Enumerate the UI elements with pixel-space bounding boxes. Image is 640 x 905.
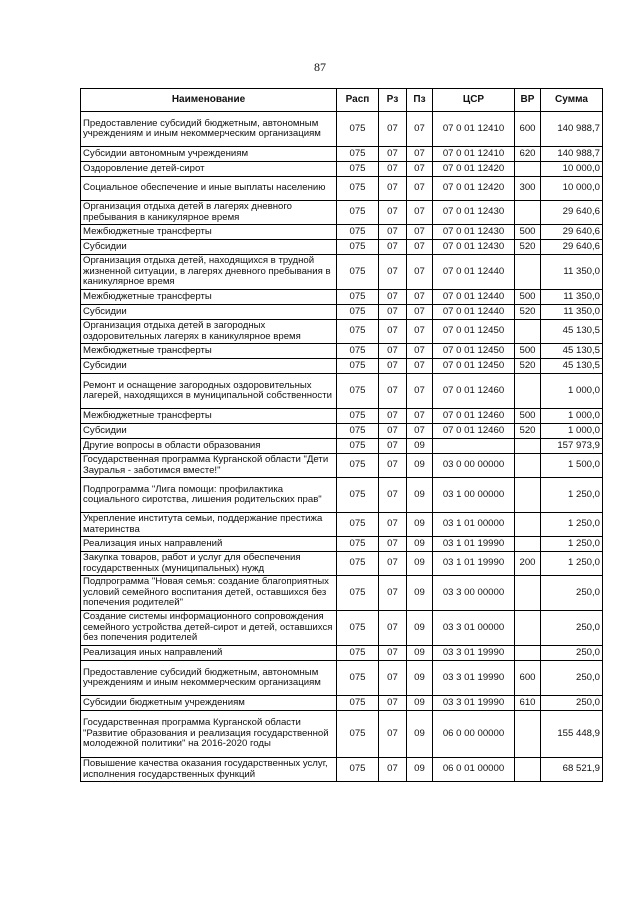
cell-rasp: 075 [337, 696, 379, 711]
cell-name: Субсидии [81, 305, 337, 320]
cell-rz: 07 [379, 576, 407, 611]
cell-sum: 1 250,0 [541, 478, 603, 513]
cell-name: Межбюджетные трансферты [81, 409, 337, 424]
cell-rz: 07 [379, 611, 407, 646]
cell-rz: 07 [379, 409, 407, 424]
cell-rz: 07 [379, 320, 407, 344]
cell-pz: 07 [407, 112, 433, 147]
cell-vr [515, 537, 541, 552]
cell-pz: 09 [407, 711, 433, 758]
cell-sum: 250,0 [541, 696, 603, 711]
table-row [81, 478, 603, 513]
cell-name: Межбюджетные трансферты [81, 290, 337, 305]
cell-sum: 29 640,6 [541, 240, 603, 255]
cell-vr: 520 [515, 359, 541, 374]
cell-csr: 07 0 01 12460 [433, 374, 515, 409]
cell-pz: 09 [407, 439, 433, 454]
cell-pz: 09 [407, 696, 433, 711]
table-header-row [81, 89, 603, 112]
cell-rz: 07 [379, 255, 407, 290]
cell-csr: 03 3 01 19990 [433, 661, 515, 696]
cell-vr: 620 [515, 147, 541, 162]
table-row [81, 112, 603, 147]
table-row [81, 374, 603, 409]
cell-csr: 07 0 01 12440 [433, 255, 515, 290]
cell-sum: 68 521,9 [541, 758, 603, 782]
cell-csr: 03 3 01 19990 [433, 696, 515, 711]
cell-rz: 07 [379, 661, 407, 696]
cell-rasp: 075 [337, 552, 379, 576]
cell-csr: 07 0 01 12460 [433, 424, 515, 439]
cell-csr: 03 1 01 19990 [433, 552, 515, 576]
cell-sum: 155 448,9 [541, 711, 603, 758]
table-row [81, 758, 603, 782]
cell-vr: 610 [515, 696, 541, 711]
cell-rz: 07 [379, 552, 407, 576]
cell-vr [515, 513, 541, 537]
cell-rz: 07 [379, 696, 407, 711]
cell-vr [515, 162, 541, 177]
cell-vr: 200 [515, 552, 541, 576]
cell-rz: 07 [379, 439, 407, 454]
cell-sum: 1 000,0 [541, 374, 603, 409]
cell-name: Организация отдыха детей в лагерях дневного пребывания в каникулярное время [81, 201, 337, 225]
cell-name: Подпрограмма "Лига помощи: профилактика социального сиротства, лишения родительских прав" [81, 478, 337, 513]
cell-name: Оздоровление детей-сирот [81, 162, 337, 177]
table-row [81, 290, 603, 305]
table-row [81, 696, 603, 711]
cell-pz: 09 [407, 611, 433, 646]
header-rasp: Расп [337, 89, 379, 112]
cell-sum: 250,0 [541, 646, 603, 661]
table-row [81, 255, 603, 290]
table-row [81, 711, 603, 758]
cell-pz: 07 [407, 320, 433, 344]
table-row [81, 646, 603, 661]
cell-name: Реализация иных направлений [81, 646, 337, 661]
cell-csr: 07 0 01 12450 [433, 320, 515, 344]
table-row [81, 147, 603, 162]
cell-vr [515, 611, 541, 646]
cell-name: Ремонт и оснащение загородных оздоровительных лагерей, находящихся в муниципальной собственности [81, 374, 337, 409]
cell-vr [515, 320, 541, 344]
cell-csr: 07 0 01 12410 [433, 147, 515, 162]
cell-rz: 07 [379, 711, 407, 758]
cell-pz: 07 [407, 147, 433, 162]
cell-sum: 1 000,0 [541, 409, 603, 424]
cell-name: Субсидии автономным учреждениям [81, 147, 337, 162]
cell-sum: 1 250,0 [541, 537, 603, 552]
header-vr: ВР [515, 89, 541, 112]
cell-pz: 09 [407, 454, 433, 478]
cell-vr [515, 454, 541, 478]
cell-name: Повышение качества оказания государственных услуг, исполнения государственных функций [81, 758, 337, 782]
cell-vr: 500 [515, 225, 541, 240]
cell-pz: 07 [407, 305, 433, 320]
cell-pz: 09 [407, 478, 433, 513]
cell-sum: 11 350,0 [541, 305, 603, 320]
cell-name: Создание системы информационного сопровождения семейного устройства детей-сирот и детей, оставшихся без попечения родителей [81, 611, 337, 646]
cell-vr: 500 [515, 344, 541, 359]
cell-vr [515, 439, 541, 454]
table-row [81, 454, 603, 478]
cell-csr: 03 0 00 00000 [433, 454, 515, 478]
cell-rz: 07 [379, 359, 407, 374]
cell-name: Другие вопросы в области образования [81, 439, 337, 454]
cell-sum: 29 640,6 [541, 201, 603, 225]
cell-vr [515, 201, 541, 225]
header-rz: Рз [379, 89, 407, 112]
cell-csr: 07 0 01 12440 [433, 290, 515, 305]
cell-csr: 03 3 00 00000 [433, 576, 515, 611]
cell-sum: 45 130,5 [541, 344, 603, 359]
cell-name: Субсидии бюджетным учреждениям [81, 696, 337, 711]
cell-rz: 07 [379, 305, 407, 320]
cell-pz: 09 [407, 537, 433, 552]
cell-csr: 07 0 01 12450 [433, 344, 515, 359]
cell-csr: 07 0 01 12430 [433, 201, 515, 225]
cell-vr [515, 374, 541, 409]
cell-name: Субсидии [81, 240, 337, 255]
cell-rz: 07 [379, 758, 407, 782]
cell-name: Субсидии [81, 359, 337, 374]
cell-vr: 520 [515, 305, 541, 320]
cell-name: Предоставление субсидий бюджетным, автономным учреждениям и иным некоммерческим организациям [81, 661, 337, 696]
cell-sum: 250,0 [541, 661, 603, 696]
cell-vr [515, 758, 541, 782]
cell-pz: 07 [407, 359, 433, 374]
cell-csr: 03 3 01 00000 [433, 611, 515, 646]
cell-vr: 500 [515, 290, 541, 305]
cell-rasp: 075 [337, 374, 379, 409]
cell-rz: 07 [379, 344, 407, 359]
cell-name: Организация отдыха детей, находящихся в трудной жизненной ситуации, в лагерях дневного пребывания в каникулярное время [81, 255, 337, 290]
cell-rasp: 075 [337, 147, 379, 162]
cell-name: Предоставление субсидий бюджетным, автономным учреждениям и иным некоммерческим организациям [81, 112, 337, 147]
cell-rz: 07 [379, 201, 407, 225]
cell-rasp: 075 [337, 255, 379, 290]
table-row [81, 305, 603, 320]
cell-sum: 250,0 [541, 576, 603, 611]
cell-rasp: 075 [337, 305, 379, 320]
cell-csr [433, 439, 515, 454]
cell-csr: 06 0 01 00000 [433, 758, 515, 782]
cell-rasp: 075 [337, 454, 379, 478]
table-row [81, 344, 603, 359]
cell-rz: 07 [379, 374, 407, 409]
cell-rasp: 075 [337, 344, 379, 359]
cell-rz: 07 [379, 424, 407, 439]
cell-name: Межбюджетные трансферты [81, 225, 337, 240]
cell-pz: 09 [407, 661, 433, 696]
cell-sum: 10 000,0 [541, 162, 603, 177]
cell-pz: 07 [407, 409, 433, 424]
cell-rz: 07 [379, 162, 407, 177]
table-row [81, 162, 603, 177]
table-row [81, 359, 603, 374]
cell-sum: 157 973,9 [541, 439, 603, 454]
cell-name: Межбюджетные трансферты [81, 344, 337, 359]
cell-vr: 600 [515, 661, 541, 696]
page-number: 87 [314, 60, 326, 74]
cell-rasp: 075 [337, 162, 379, 177]
cell-rasp: 075 [337, 646, 379, 661]
table-row [81, 225, 603, 240]
table-row [81, 576, 603, 611]
cell-sum: 45 130,5 [541, 320, 603, 344]
table-row [81, 552, 603, 576]
cell-rz: 07 [379, 478, 407, 513]
cell-name: Организация отдыха детей в загородных оздоровительных лагерях в каникулярное время [81, 320, 337, 344]
cell-pz: 07 [407, 240, 433, 255]
cell-pz: 09 [407, 513, 433, 537]
cell-name: Государственная программа Курганской области "Развитие образования и реализация государственной молодежной политики" на 2016-2020 годы [81, 711, 337, 758]
cell-pz: 07 [407, 201, 433, 225]
cell-vr [515, 478, 541, 513]
cell-rasp: 075 [337, 424, 379, 439]
cell-csr: 07 0 01 12430 [433, 240, 515, 255]
cell-pz: 07 [407, 374, 433, 409]
cell-rasp: 075 [337, 240, 379, 255]
table-row [81, 409, 603, 424]
header-name: Наименование [81, 89, 337, 112]
cell-rasp: 075 [337, 478, 379, 513]
cell-csr: 07 0 01 12460 [433, 409, 515, 424]
cell-name: Государственная программа Курганской области "Дети Зауралья - заботимся вместе!" [81, 454, 337, 478]
cell-pz: 09 [407, 576, 433, 611]
cell-rz: 07 [379, 290, 407, 305]
cell-sum: 11 350,0 [541, 255, 603, 290]
cell-sum: 11 350,0 [541, 290, 603, 305]
cell-name: Подпрограмма "Новая семья: создание благоприятных условий семейного воспитания детей, оставшихся без попечения родителей" [81, 576, 337, 611]
cell-csr: 07 0 01 12440 [433, 305, 515, 320]
cell-pz: 09 [407, 552, 433, 576]
cell-pz: 07 [407, 177, 433, 201]
cell-rasp: 075 [337, 576, 379, 611]
cell-name: Укрепление института семьи, поддержание престижа материнства [81, 513, 337, 537]
cell-name: Субсидии [81, 424, 337, 439]
cell-rasp: 075 [337, 201, 379, 225]
cell-pz: 07 [407, 290, 433, 305]
cell-csr: 07 0 01 12420 [433, 162, 515, 177]
cell-sum: 10 000,0 [541, 177, 603, 201]
cell-rasp: 075 [337, 513, 379, 537]
header-sum: Сумма [541, 89, 603, 112]
table-row [81, 661, 603, 696]
cell-rasp: 075 [337, 320, 379, 344]
cell-csr: 07 0 01 12420 [433, 177, 515, 201]
cell-vr: 500 [515, 409, 541, 424]
budget-table [80, 88, 603, 782]
cell-pz: 07 [407, 225, 433, 240]
cell-sum: 1 250,0 [541, 552, 603, 576]
cell-sum: 140 988,7 [541, 147, 603, 162]
cell-rasp: 075 [337, 758, 379, 782]
cell-csr: 03 1 01 19990 [433, 537, 515, 552]
cell-sum: 1 250,0 [541, 513, 603, 537]
cell-name: Реализация иных направлений [81, 537, 337, 552]
header-csr: ЦСР [433, 89, 515, 112]
cell-sum: 45 130,5 [541, 359, 603, 374]
table-row [81, 513, 603, 537]
cell-rz: 07 [379, 225, 407, 240]
cell-rasp: 075 [337, 359, 379, 374]
header-pz: Пз [407, 89, 433, 112]
cell-pz: 09 [407, 758, 433, 782]
cell-csr: 07 0 01 12410 [433, 112, 515, 147]
cell-pz: 09 [407, 646, 433, 661]
cell-name: Социальное обеспечение и иные выплаты населению [81, 177, 337, 201]
cell-name: Закупка товаров, работ и услуг для обеспечения государственных (муниципальных) нужд [81, 552, 337, 576]
cell-vr [515, 646, 541, 661]
cell-rasp: 075 [337, 661, 379, 696]
cell-vr: 600 [515, 112, 541, 147]
cell-rz: 07 [379, 513, 407, 537]
cell-rz: 07 [379, 646, 407, 661]
cell-vr: 300 [515, 177, 541, 201]
cell-rasp: 075 [337, 225, 379, 240]
cell-rasp: 075 [337, 112, 379, 147]
cell-pz: 07 [407, 344, 433, 359]
cell-sum: 250,0 [541, 611, 603, 646]
cell-rasp: 075 [337, 177, 379, 201]
cell-sum: 1 000,0 [541, 424, 603, 439]
cell-rasp: 075 [337, 439, 379, 454]
cell-rasp: 075 [337, 409, 379, 424]
table-row [81, 424, 603, 439]
cell-rz: 07 [379, 147, 407, 162]
cell-sum: 29 640,6 [541, 225, 603, 240]
cell-sum: 140 988,7 [541, 112, 603, 147]
cell-pz: 07 [407, 255, 433, 290]
table-row [81, 320, 603, 344]
cell-csr: 03 1 01 00000 [433, 513, 515, 537]
cell-rz: 07 [379, 537, 407, 552]
cell-rasp: 075 [337, 537, 379, 552]
cell-rz: 07 [379, 112, 407, 147]
cell-vr: 520 [515, 424, 541, 439]
table-row [81, 240, 603, 255]
cell-pz: 07 [407, 162, 433, 177]
table-row [81, 611, 603, 646]
cell-rasp: 075 [337, 711, 379, 758]
cell-csr: 07 0 01 12430 [433, 225, 515, 240]
cell-rz: 07 [379, 177, 407, 201]
cell-vr [515, 255, 541, 290]
cell-sum: 1 500,0 [541, 454, 603, 478]
table-row [81, 201, 603, 225]
cell-pz: 07 [407, 424, 433, 439]
table-row [81, 439, 603, 454]
cell-csr: 06 0 00 00000 [433, 711, 515, 758]
cell-vr [515, 711, 541, 758]
cell-csr: 03 3 01 19990 [433, 646, 515, 661]
cell-csr: 03 1 00 00000 [433, 478, 515, 513]
table-row [81, 177, 603, 201]
cell-csr: 07 0 01 12450 [433, 359, 515, 374]
cell-rz: 07 [379, 454, 407, 478]
cell-rz: 07 [379, 240, 407, 255]
table-row [81, 537, 603, 552]
cell-rasp: 075 [337, 290, 379, 305]
cell-vr: 520 [515, 240, 541, 255]
cell-rasp: 075 [337, 611, 379, 646]
cell-vr [515, 576, 541, 611]
